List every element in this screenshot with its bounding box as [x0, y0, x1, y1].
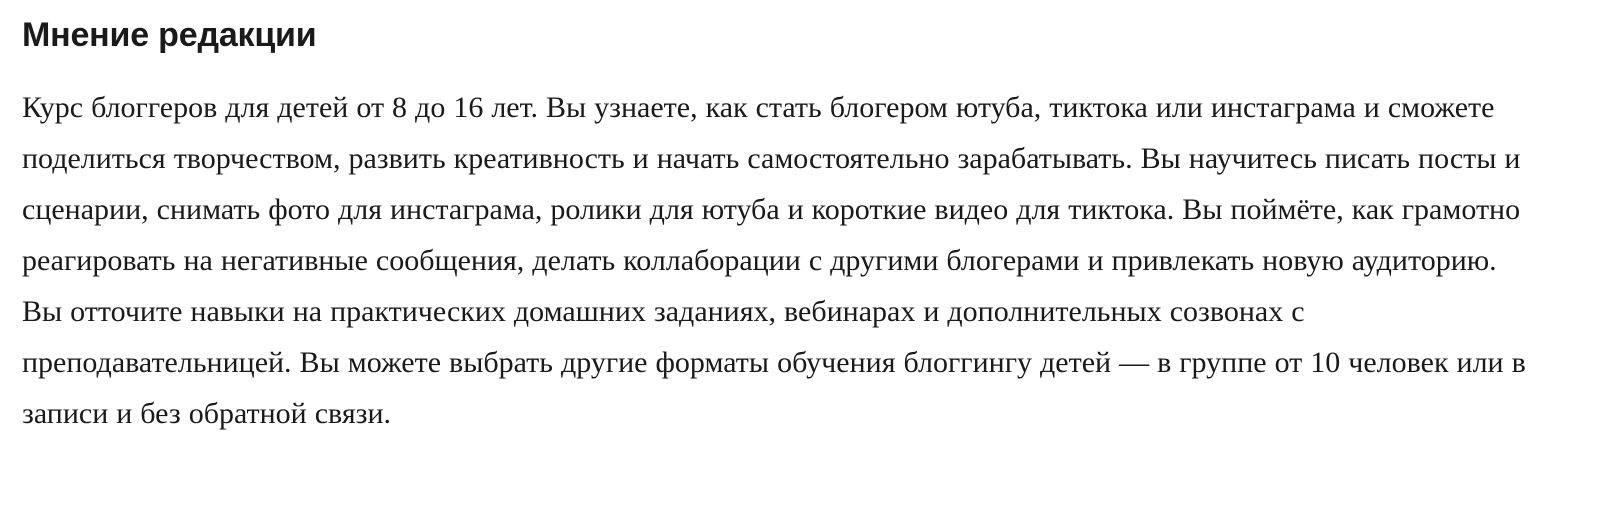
article-body-text: Курс блоггеров для детей от 8 до 16 лет. Вы узнаете, как стать блогером ютуба, тиктока или инстаграма и сможете поделиться творчеством, развить креативность и начать самостоятельно зарабатывать. Вы научитесь писать посты и сценарии, снимать фото для инстаграма, ролики для ютуба и короткие видео для тиктока. Вы поймёте, как грамотно реагировать на негативные сообщения, делать коллаборации с другими блогерами и привлекать новую аудиторию. Вы отточите навыки на практических домашних заданиях, вебинарах и дополнительных созвонах с преподавательницей. Вы можете выбрать другие форматы обучения блоггингу детей — в группе от 10 человек или в записи и без обратной связи. — [22, 91, 1526, 430]
page-title: Мнение редакции — [22, 16, 317, 54]
